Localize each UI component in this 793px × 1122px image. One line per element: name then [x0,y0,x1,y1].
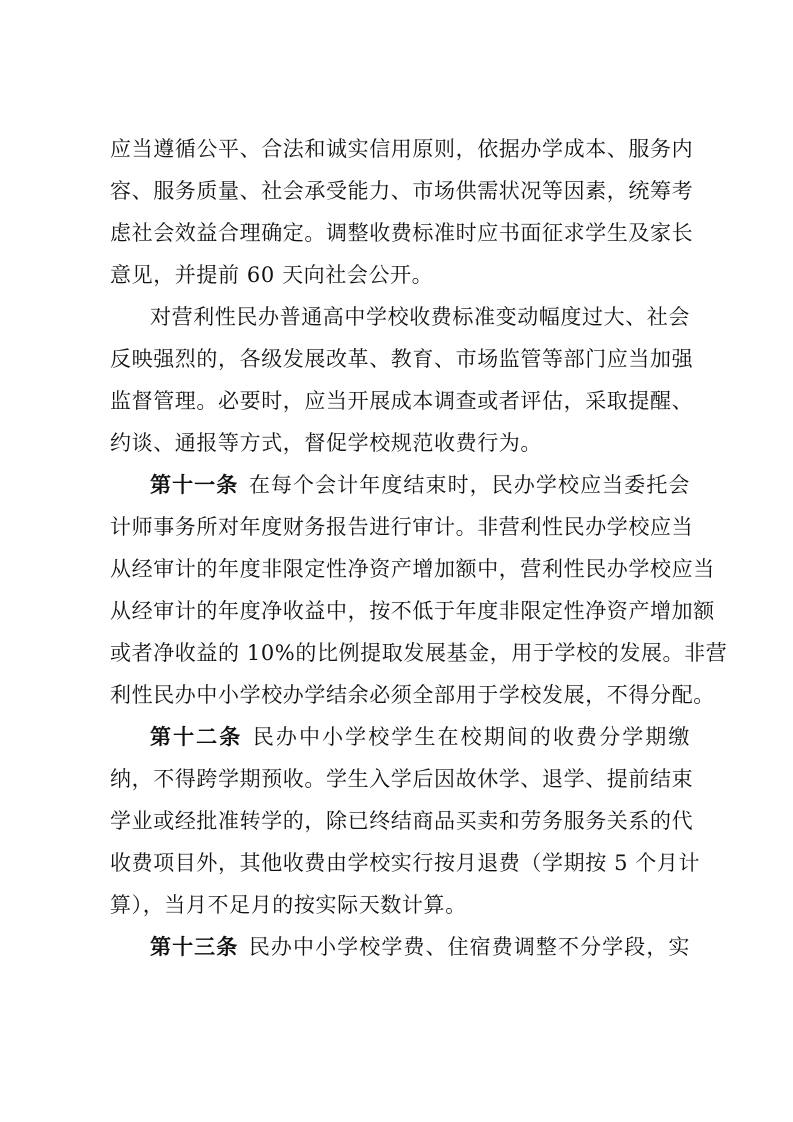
text-line: 收费项目外，其他收费由学校实行按月退费（学期按 5 个月计 [110,851,701,875]
article-heading: 第十三条 [150,934,239,959]
text-line: 约谈、通报等方式，督促学校规范收费行为。 [110,431,542,455]
text-line: 学业或经批准转学的，除已终结商品买卖和劳务服务关系的代 [110,809,694,833]
text-line: 利性民办中小学校办学结余必须全部用于学校发展，不得分配。 [110,683,715,707]
text-line: 监督管理。必要时，应当开展成本调查或者评估，采取提醒、 [110,389,694,413]
text-line: 意见，并提前 60 天向社会公开。 [110,263,434,287]
text-line: 应当遵循公平、合法和诚实信用原则，依据办学成本、服务内 [110,137,694,161]
text-line: 民办中小学校学生在校期间的收费分学期缴 [252,725,690,749]
article-11-first-line [150,472,690,498]
text-line: 对营利性民办普通高中学校收费标准变动幅度过大、社会 [150,305,690,329]
text-line: 算），当月不足月的按实际天数计算。 [110,893,467,917]
article-heading: 第十二条 [150,724,243,749]
article-heading: 第十一条 [150,472,239,497]
text-line: 纳，不得跨学期预收。学生入学后因故休学、退学、提前结束 [110,767,694,791]
text-line: 容、服务质量、社会承受能力、市场供需状况等因素，统筹考 [110,179,694,203]
text-line: 或者净收益的 10%的比例提取发展基金，用于学校的发展。非营 [110,641,728,665]
text-line: 虑社会效益合理确定。调整收费标准时应书面征求学生及家长 [110,221,694,245]
text-line: 反映强烈的，各级发展改革、教育、市场监管等部门应当加强 [110,347,694,371]
text-line: 在每个会计年度结束时，民办学校应当委托会 [248,473,691,497]
article-12-first-line [150,724,690,750]
text-line: 计师事务所对年度财务报告进行审计。非营利性民办学校应当 [110,515,694,539]
text-line: 从经审计的年度非限定性净资产增加额中，营利性民办学校应当 [110,557,715,581]
text-line: 从经审计的年度净收益中，按不低于年度非限定性净资产增加额 [110,599,715,623]
article-13-first-line [150,934,690,960]
text-line: 民办中小学校学费、住宿费调整不分学段，实 [248,935,691,959]
